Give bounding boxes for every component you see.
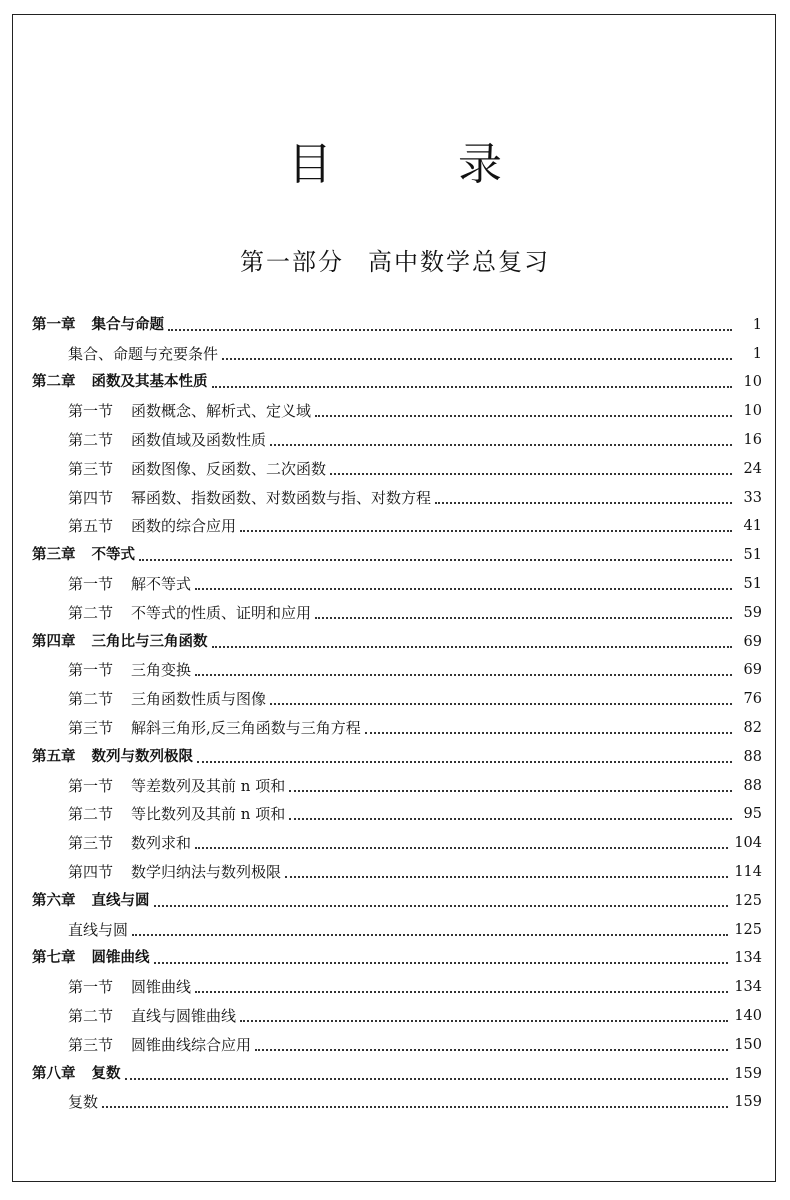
section-number: 第四节 [68, 862, 114, 881]
page-number: 134 [734, 979, 762, 996]
toc-section-row[interactable] [32, 392, 762, 421]
toc-section-row[interactable] [32, 911, 762, 940]
chapter-title: 直线与圆 [91, 892, 150, 909]
page-number: 134 [734, 950, 762, 967]
page-number: 150 [734, 1036, 762, 1053]
section-number: 第三节 [68, 1035, 114, 1054]
page-number: 88 [743, 777, 762, 794]
chapter-number: 第四章 [32, 633, 76, 650]
toc-section-row[interactable] [32, 853, 762, 882]
chapter-number: 第七章 [32, 950, 76, 967]
dot-leader [195, 674, 732, 676]
section-title: 三角变换 [131, 661, 192, 680]
dot-leader [125, 1078, 729, 1080]
dot-leader [270, 703, 732, 705]
dot-leader [154, 962, 729, 964]
dot-leader [315, 617, 732, 619]
page-number: 16 [743, 431, 762, 448]
section-title: 数列求和 [131, 834, 192, 853]
page-number: 159 [734, 1065, 762, 1082]
section-title: 函数图像、反函数、二次函数 [131, 459, 327, 478]
toc-section-row[interactable] [32, 565, 762, 594]
page-title: 目 录 [288, 139, 558, 190]
chapter-title: 函数及其基本性质 [91, 374, 208, 391]
chapter-title: 复数 [91, 1065, 121, 1082]
section-title: 数学归纳法与数列极限 [131, 862, 282, 881]
toc-section-row[interactable] [32, 680, 762, 709]
chapter-title: 数列与数列极限 [91, 748, 193, 765]
page-number: 88 [743, 748, 762, 765]
toc-chapter-row[interactable] [32, 1055, 762, 1084]
chapter-number: 第六章 [32, 892, 76, 909]
toc-section-row[interactable] [32, 997, 762, 1026]
chapter-number: 第一章 [32, 316, 76, 333]
dot-leader [195, 991, 728, 993]
section-number: 第五节 [68, 517, 114, 536]
section-title: 集合、命题与充要条件 [68, 344, 219, 363]
chapter-number: 第三章 [32, 547, 76, 564]
chapter-title: 不等式 [91, 547, 135, 564]
part-number: 第一部分 [240, 248, 344, 276]
section-title: 三角函数性质与图像 [131, 690, 267, 709]
section-title: 等比数列及其前 n 项和 [131, 805, 286, 824]
page-number: 125 [734, 892, 762, 909]
chapter-number: 第二章 [32, 374, 76, 391]
section-title: 复数 [68, 1093, 99, 1112]
dot-leader [222, 358, 732, 360]
dot-leader [289, 818, 732, 820]
page-number: 1 [752, 345, 762, 362]
section-number: 第二节 [68, 603, 114, 622]
page-number: 10 [743, 403, 762, 420]
toc-section-row[interactable] [32, 652, 762, 681]
dot-leader [168, 329, 732, 331]
page-number: 140 [734, 1007, 762, 1024]
dot-leader [365, 732, 732, 734]
section-number: 第三节 [68, 718, 114, 737]
page-number: 24 [743, 460, 762, 477]
page-number: 82 [743, 719, 762, 736]
dot-leader [132, 934, 728, 936]
section-title: 函数值域及函数性质 [131, 430, 267, 449]
toc-section-row[interactable] [32, 767, 762, 796]
page-number: 159 [734, 1094, 762, 1111]
chapter-title: 圆锥曲线 [91, 950, 150, 967]
chapter-title: 三角比与三角函数 [91, 633, 208, 650]
page-number: 59 [743, 604, 762, 621]
section-title: 等差数列及其前 n 项和 [131, 776, 286, 795]
page-number: 76 [743, 691, 762, 708]
page-number: 51 [743, 547, 762, 564]
toc-section-row[interactable] [32, 335, 762, 364]
page-number: 125 [734, 921, 762, 938]
section-number: 第三节 [68, 834, 114, 853]
section-number: 第二节 [68, 1006, 114, 1025]
section-title: 圆锥曲线 [131, 978, 192, 997]
toc-section-row[interactable] [32, 709, 762, 738]
page-number: 95 [743, 806, 762, 823]
dot-leader [154, 905, 729, 907]
page-number: 41 [743, 518, 762, 535]
section-title: 解斜三角形,反三角函数与三角方程 [131, 718, 361, 737]
section-title: 直线与圆锥曲线 [131, 1006, 237, 1025]
dot-leader [240, 1020, 728, 1022]
toc-chapter-row[interactable] [32, 882, 762, 911]
dot-leader [240, 530, 732, 532]
toc-section-row[interactable] [32, 450, 762, 479]
toc-section-row[interactable] [32, 824, 762, 853]
page-number: 114 [734, 863, 762, 880]
section-number: 第一节 [68, 776, 114, 795]
section-number: 第一节 [68, 661, 114, 680]
page-number: 51 [743, 575, 762, 592]
toc-section-row[interactable] [32, 594, 762, 623]
toc-chapter-row[interactable] [32, 364, 762, 393]
section-number: 第二节 [68, 430, 114, 449]
dot-leader [195, 588, 732, 590]
dot-leader [197, 761, 732, 763]
part-heading [0, 242, 790, 277]
toc-chapter-row[interactable] [32, 623, 762, 652]
chapter-title: 集合与命题 [91, 316, 164, 333]
dot-leader [330, 473, 732, 475]
toc-section-row[interactable] [32, 968, 762, 997]
toc-chapter-row[interactable] [32, 536, 762, 565]
toc-chapter-row[interactable] [32, 738, 762, 767]
toc-section-row[interactable] [32, 421, 762, 450]
section-title: 直线与圆 [68, 920, 129, 939]
page-number: 1 [752, 316, 762, 333]
dot-leader [289, 790, 732, 792]
table-of-contents [32, 306, 762, 1112]
dot-leader [102, 1106, 728, 1108]
dot-leader [285, 876, 728, 878]
section-number: 第二节 [68, 805, 114, 824]
dot-leader [315, 415, 732, 417]
toc-section-row[interactable] [32, 479, 762, 508]
section-title: 解不等式 [131, 574, 192, 593]
section-title: 圆锥曲线综合应用 [131, 1035, 252, 1054]
dot-leader [139, 559, 732, 561]
dot-leader [212, 386, 733, 388]
dot-leader [195, 847, 728, 849]
page-number: 33 [743, 489, 762, 506]
section-title: 不等式的性质、证明和应用 [131, 603, 312, 622]
toc-section-row[interactable] [32, 1084, 762, 1113]
section-number: 第四节 [68, 488, 114, 507]
section-number: 第一节 [68, 402, 114, 421]
toc-chapter-row[interactable] [32, 940, 762, 969]
dot-leader [270, 444, 732, 446]
section-title: 函数概念、解析式、定义域 [131, 402, 312, 421]
section-title: 函数的综合应用 [131, 517, 237, 536]
section-number: 第二节 [68, 690, 114, 709]
toc-section-row[interactable] [32, 1026, 762, 1055]
chapter-number: 第八章 [32, 1065, 76, 1082]
page-number: 69 [743, 662, 762, 679]
chapter-number: 第五章 [32, 748, 76, 765]
section-number: 第三节 [68, 459, 114, 478]
toc-section-row[interactable] [32, 796, 762, 825]
part-name: 高中数学总复习 [368, 248, 550, 276]
section-number: 第一节 [68, 978, 114, 997]
page-number: 10 [743, 374, 762, 391]
page-number: 69 [743, 633, 762, 650]
dot-leader [255, 1049, 728, 1051]
toc-chapter-row[interactable] [32, 306, 762, 335]
page-number: 104 [734, 835, 762, 852]
dot-leader [435, 502, 732, 504]
toc-section-row[interactable] [32, 508, 762, 537]
section-title: 幂函数、指数函数、对数函数与指、对数方程 [131, 488, 432, 507]
dot-leader [212, 646, 733, 648]
section-number: 第一节 [68, 574, 114, 593]
